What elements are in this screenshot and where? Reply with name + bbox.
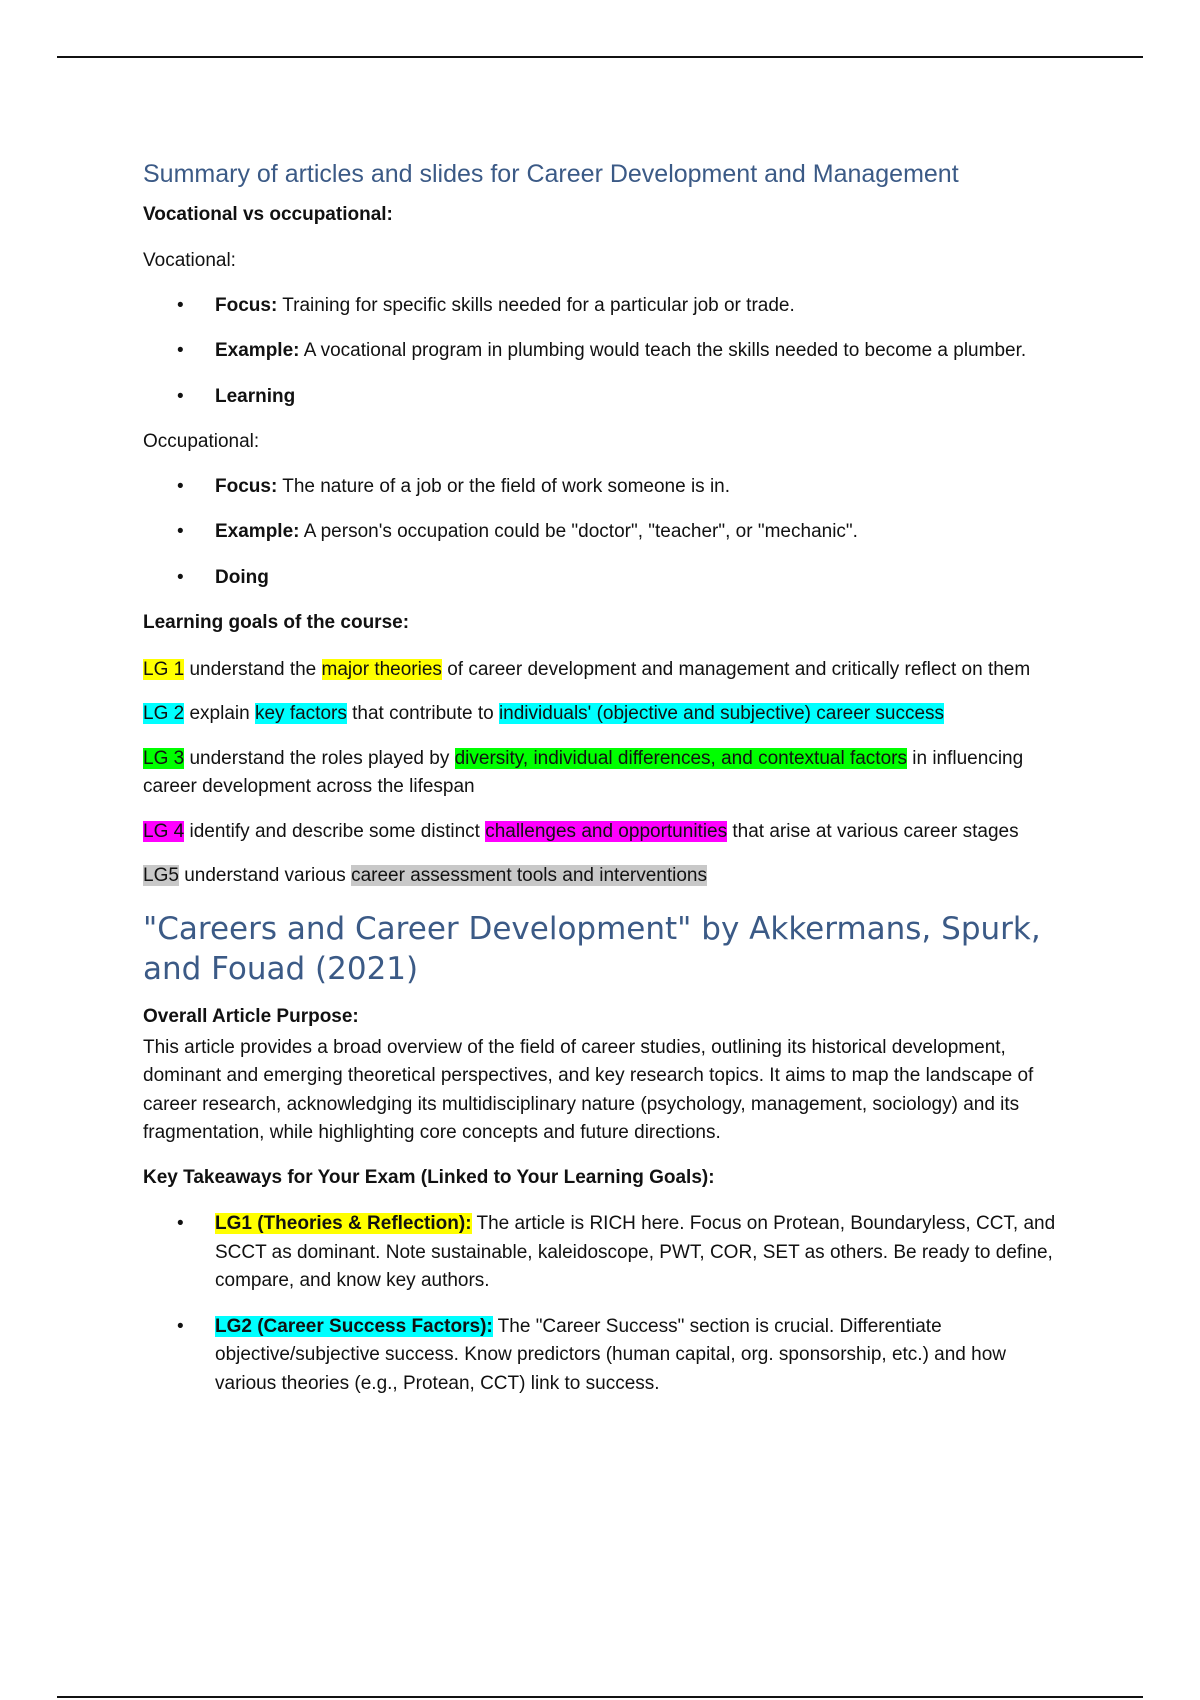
list-item bbox=[143, 337, 1063, 366]
lg4-text-a: identify and describe some distinct bbox=[184, 820, 486, 842]
occupational-list bbox=[143, 473, 1063, 593]
top-rule bbox=[57, 56, 1143, 58]
list-item bbox=[143, 564, 1063, 593]
lg4-text-b: that arise at various career stages bbox=[727, 820, 1019, 842]
vocational-vs-occupational-heading: Vocational vs occupational: bbox=[143, 203, 393, 225]
lg3-text-b: in influencing career development across the lifespan bbox=[143, 747, 1024, 797]
learning-goal-4 bbox=[143, 818, 1063, 847]
lg2-tag: LG 2 bbox=[143, 703, 185, 724]
takeaways-list bbox=[143, 1210, 1063, 1398]
lg1-highlight: major theories bbox=[321, 658, 442, 680]
vocational-label: Vocational: bbox=[143, 250, 236, 271]
item-label: Learning bbox=[215, 385, 296, 407]
item-label: Example: bbox=[215, 521, 300, 542]
lg1-text-b: of career development and management and critically reflect on them bbox=[441, 658, 1031, 680]
learning-goals-heading: Learning goals of the course: bbox=[143, 612, 410, 633]
vocational-list bbox=[143, 292, 1063, 412]
item-text: The nature of a job or the field of work someone is in. bbox=[277, 475, 731, 497]
lg4-highlight: challenges and opportunities bbox=[485, 820, 728, 842]
item-label: Example: bbox=[215, 340, 300, 361]
list-item bbox=[143, 518, 1063, 547]
overall-purpose-text: This article provides a broad overview of the field of career studies, outlining its historical development, dominant and emerging theoretical perspectives, and key research topics. It aims to map the landscape of career research, acknowledging its multidisciplinary nature (psychology, management, sociology) and its fragmentation, while highlighting core concepts and future directions. bbox=[143, 1036, 1034, 1144]
lg3-highlight: diversity, individual differences, and contextual factors bbox=[454, 747, 907, 769]
learning-goal-2 bbox=[143, 700, 1063, 729]
lg2-highlight-1: key factors bbox=[254, 703, 347, 724]
occupational-label: Occupational: bbox=[143, 431, 260, 452]
item-text: A person's occupation could be "doctor", "teacher", or "mechanic". bbox=[299, 521, 858, 542]
item-text: A vocational program in plumbing would teach the skills needed to become a plumber. bbox=[299, 340, 1027, 361]
lg5-highlight: career assessment tools and interventions bbox=[351, 865, 708, 886]
takeaway-label: LG1 (Theories & Reflection): bbox=[215, 1213, 472, 1235]
overall-purpose-heading: Overall Article Purpose: bbox=[143, 1006, 359, 1028]
learning-goal-5 bbox=[143, 862, 1063, 891]
list-item bbox=[143, 1313, 1063, 1399]
list-item bbox=[143, 383, 1063, 412]
list-item bbox=[143, 473, 1063, 502]
lg5-tag: LG5 bbox=[143, 865, 179, 886]
list-item bbox=[143, 1210, 1063, 1296]
lg2-text-a: explain bbox=[184, 703, 255, 724]
item-label: Focus: bbox=[215, 475, 278, 497]
takeaway-text: The article is RICH here. Focus on Protean, Boundaryless, CCT, and SCCT as dominant. Note sustainable, kaleidoscope, PWT, COR, SET as others. Be ready to define, compare, and know key authors. bbox=[215, 1213, 1056, 1292]
key-takeaways-heading: Key Takeaways for Your Exam (Linked to Your Learning Goals): bbox=[143, 1166, 715, 1188]
takeaway-label: LG2 (Career Success Factors): bbox=[215, 1315, 493, 1337]
bottom-rule bbox=[57, 1696, 1143, 1698]
lg3-text-a: understand the roles played by bbox=[184, 747, 455, 769]
takeaway-text: The "Career Success" section is crucial. Differentiate objective/subjective success. Know predictors (human capital, org. sponsorship, etc.) and how various theories (e.g., Protean, CCT) link to success. bbox=[215, 1315, 1007, 1394]
item-label: Focus: bbox=[215, 294, 278, 316]
lg1-text-a: understand the bbox=[184, 658, 322, 680]
learning-goal-3 bbox=[143, 745, 1063, 802]
lg4-tag: LG 4 bbox=[143, 820, 185, 842]
lg2-highlight-2: individuals' (objective and subjective) career success bbox=[498, 703, 945, 724]
lg1-tag: LG 1 bbox=[143, 658, 185, 680]
document-title: Summary of articles and slides for Career Development and Management bbox=[143, 160, 959, 188]
document-body bbox=[143, 158, 1063, 1415]
list-item bbox=[143, 292, 1063, 321]
item-label: Doing bbox=[215, 566, 269, 588]
lg2-text-b: that contribute to bbox=[346, 703, 499, 724]
item-text: Training for specific skills needed for a particular job or trade. bbox=[277, 294, 795, 316]
article-title: "Careers and Career Development" by Akkermans, Spurk, and Fouad (2021) bbox=[143, 910, 1041, 987]
lg3-tag: LG 3 bbox=[143, 747, 185, 769]
learning-goal-1 bbox=[143, 656, 1063, 685]
lg5-text-a: understand various bbox=[178, 865, 352, 886]
